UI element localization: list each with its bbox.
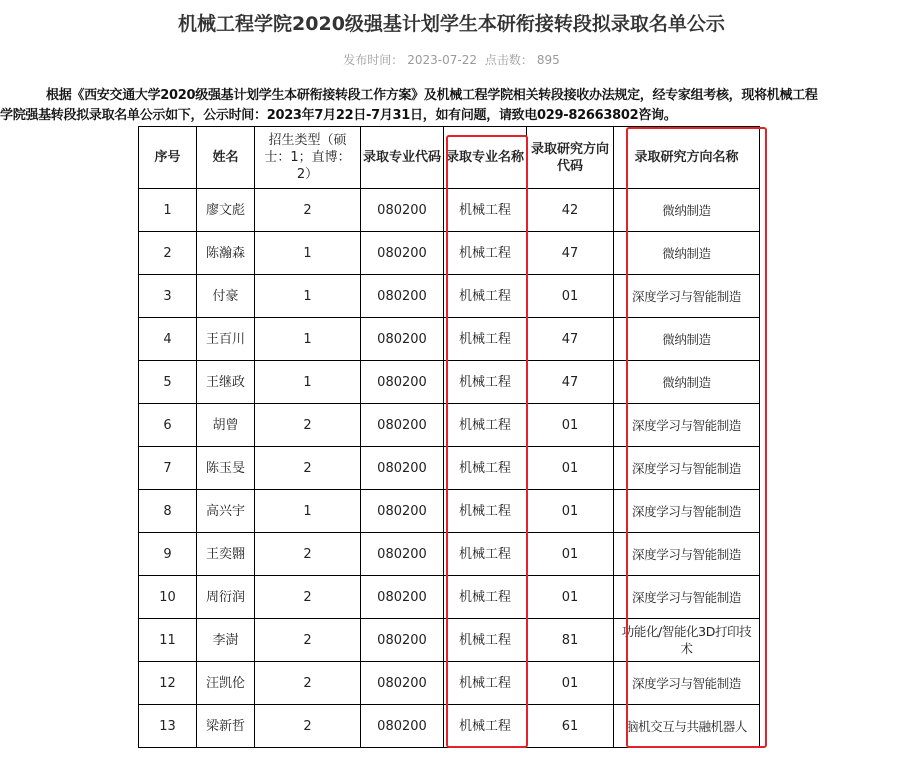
cell-major-name: 机械工程 [444, 533, 527, 576]
cell-no: 8 [139, 490, 197, 533]
cell-major-code: 080200 [361, 533, 444, 576]
cell-direction-name: 微纳制造 [614, 318, 760, 361]
cell-direction-code: 61 [527, 705, 614, 748]
cell-major-code: 080200 [361, 490, 444, 533]
cell-name: 李澍 [197, 619, 255, 662]
cell-direction-code: 01 [527, 490, 614, 533]
cell-direction-code: 47 [527, 361, 614, 404]
cell-direction-code: 47 [527, 318, 614, 361]
cell-name: 陈玉旻 [197, 447, 255, 490]
cell-direction-name: 微纳制造 [614, 361, 760, 404]
cell-type: 2 [255, 447, 361, 490]
table-row [139, 447, 760, 490]
cell-name: 王奕翾 [197, 533, 255, 576]
cell-direction-name: 深度学习与智能制造 [614, 662, 760, 705]
cell-direction-name: 脑机交互与共融机器人 [614, 705, 760, 748]
cell-name: 王继政 [197, 361, 255, 404]
table-row [139, 318, 760, 361]
notice-paragraph [0, 86, 903, 126]
table-row [139, 619, 760, 662]
cell-major-code: 080200 [361, 275, 444, 318]
cell-direction-name: 深度学习与智能制造 [614, 576, 760, 619]
cell-direction-code: 01 [527, 662, 614, 705]
cell-direction-name: 深度学习与智能制造 [614, 275, 760, 318]
header-direction-code: 录取研究方向代码 [527, 127, 614, 189]
cell-no: 5 [139, 361, 197, 404]
cell-major-name: 机械工程 [444, 189, 527, 232]
cell-type: 2 [255, 705, 361, 748]
header-major-code: 录取专业代码 [361, 127, 444, 189]
cell-major-name: 机械工程 [444, 447, 527, 490]
publish-date: 2023-07-22 [407, 53, 477, 67]
table-row [139, 232, 760, 275]
cell-direction-name: 微纳制造 [614, 232, 760, 275]
cell-major-code: 080200 [361, 232, 444, 275]
cell-type: 2 [255, 619, 361, 662]
cell-direction-name: 功能化/智能化3D打印技术 [614, 619, 760, 662]
cell-type: 2 [255, 189, 361, 232]
table-row [139, 361, 760, 404]
header-major-name: 录取专业名称 [444, 127, 527, 189]
cell-major-name: 机械工程 [444, 404, 527, 447]
cell-major-name: 机械工程 [444, 232, 527, 275]
cell-direction-code: 01 [527, 404, 614, 447]
cell-major-code: 080200 [361, 189, 444, 232]
notice-line-1: 根据《西安交通大学2020级强基计划学生本研衔接转段工作方案》及机械工程学院相关转段接收办法规定，经专家组考核，现将机械工程 [46, 88, 818, 103]
table-row [139, 275, 760, 318]
cell-name: 汪凯伦 [197, 662, 255, 705]
cell-no: 4 [139, 318, 197, 361]
cell-no: 6 [139, 404, 197, 447]
cell-major-code: 080200 [361, 318, 444, 361]
cell-major-code: 080200 [361, 404, 444, 447]
click-count: 895 [536, 53, 560, 67]
clicks-label: 点击数： [484, 53, 533, 67]
cell-name: 梁新哲 [197, 705, 255, 748]
cell-direction-code: 01 [527, 533, 614, 576]
cell-major-name: 机械工程 [444, 275, 527, 318]
table-row [139, 662, 760, 705]
header-type: 招生类型（硕士：1；直博：2） [255, 127, 361, 189]
cell-name: 廖文彪 [197, 189, 255, 232]
header-direction-name: 录取研究方向名称 [614, 127, 760, 189]
cell-major-code: 080200 [361, 705, 444, 748]
cell-direction-code: 01 [527, 447, 614, 490]
header-no: 序号 [139, 127, 197, 189]
cell-direction-name: 深度学习与智能制造 [614, 447, 760, 490]
cell-name: 高兴宇 [197, 490, 255, 533]
cell-type: 1 [255, 361, 361, 404]
article-title: 机械工程学院2020级强基计划学生本研衔接转段拟录取名单公示 [178, 13, 725, 35]
cell-major-code: 080200 [361, 576, 444, 619]
cell-major-name: 机械工程 [444, 576, 527, 619]
cell-name: 胡曾 [197, 404, 255, 447]
header-name: 姓名 [197, 127, 255, 189]
cell-type: 2 [255, 404, 361, 447]
cell-direction-code: 42 [527, 189, 614, 232]
cell-type: 1 [255, 275, 361, 318]
table-row [139, 576, 760, 619]
cell-direction-name: 深度学习与智能制造 [614, 404, 760, 447]
cell-major-name: 机械工程 [444, 662, 527, 705]
cell-major-code: 080200 [361, 447, 444, 490]
cell-direction-code: 01 [527, 576, 614, 619]
cell-type: 2 [255, 662, 361, 705]
cell-direction-name: 微纳制造 [614, 189, 760, 232]
cell-name: 周衍润 [197, 576, 255, 619]
cell-name: 陈瀚森 [197, 232, 255, 275]
cell-major-name: 机械工程 [444, 318, 527, 361]
cell-direction-name: 深度学习与智能制造 [614, 533, 760, 576]
admission-table [138, 126, 760, 748]
cell-name: 王百川 [197, 318, 255, 361]
cell-direction-code: 47 [527, 232, 614, 275]
cell-major-name: 机械工程 [444, 619, 527, 662]
cell-major-code: 080200 [361, 361, 444, 404]
publish-label: 发布时间： [343, 53, 404, 67]
cell-direction-name: 深度学习与智能制造 [614, 490, 760, 533]
cell-major-code: 080200 [361, 619, 444, 662]
cell-type: 1 [255, 232, 361, 275]
cell-no: 13 [139, 705, 197, 748]
cell-no: 12 [139, 662, 197, 705]
cell-no: 11 [139, 619, 197, 662]
cell-no: 10 [139, 576, 197, 619]
table-row [139, 189, 760, 232]
cell-major-name: 机械工程 [444, 705, 527, 748]
table-row [139, 533, 760, 576]
cell-no: 7 [139, 447, 197, 490]
cell-type: 1 [255, 318, 361, 361]
cell-major-name: 机械工程 [444, 361, 527, 404]
article-meta [0, 51, 903, 69]
cell-major-code: 080200 [361, 662, 444, 705]
table-body [139, 189, 760, 748]
cell-type: 1 [255, 490, 361, 533]
table-row [139, 404, 760, 447]
cell-major-name: 机械工程 [444, 490, 527, 533]
cell-type: 2 [255, 576, 361, 619]
cell-direction-code: 81 [527, 619, 614, 662]
cell-no: 9 [139, 533, 197, 576]
table-header-row [139, 127, 760, 189]
notice-line-2: 学院强基转段拟录取名单公示如下，公示时间：2023年7月22日-7月31日，如有问题，请致电029-82663802咨询。 [0, 108, 677, 123]
cell-name: 付豪 [197, 275, 255, 318]
cell-no: 2 [139, 232, 197, 275]
table-row [139, 705, 760, 748]
cell-no: 1 [139, 189, 197, 232]
table-row [139, 490, 760, 533]
cell-type: 2 [255, 533, 361, 576]
cell-no: 3 [139, 275, 197, 318]
cell-direction-code: 01 [527, 275, 614, 318]
